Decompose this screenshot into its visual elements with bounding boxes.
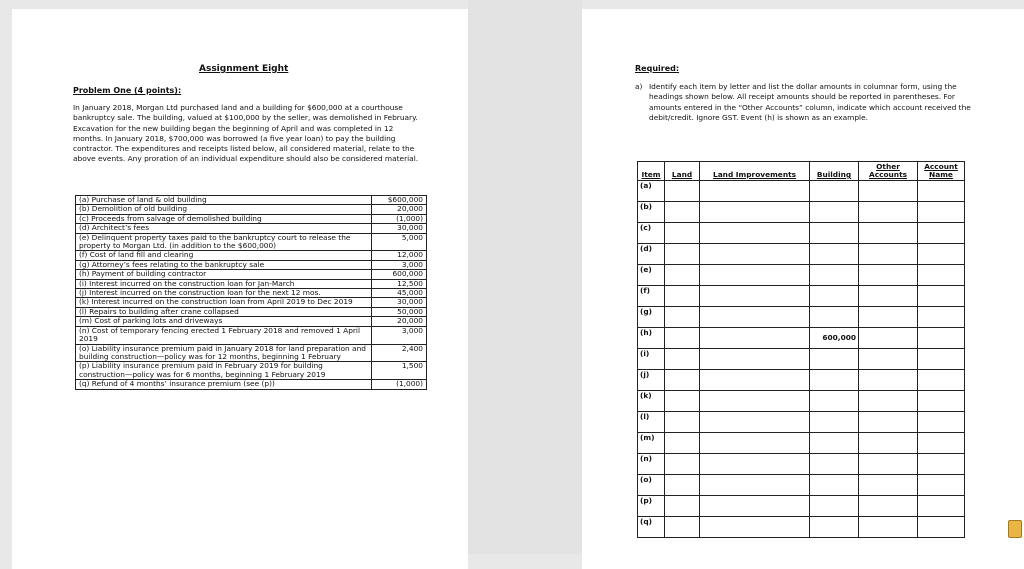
answer-item-letter: (i): [638, 349, 665, 370]
answer-cell[interactable]: [859, 475, 918, 496]
answer-row: [638, 349, 965, 370]
expense-description: (n) Cost of temporary fencing erected 1 February 2018 and removed 1 April 2019: [76, 326, 372, 344]
expense-description: (l) Repairs to building after crane collapsed: [76, 307, 372, 316]
answer-cell[interactable]: [700, 391, 810, 412]
answer-row: [638, 265, 965, 286]
answer-item-letter: (k): [638, 391, 665, 412]
answer-cell[interactable]: [700, 433, 810, 454]
answer-building-cell[interactable]: [810, 496, 859, 517]
answer-item-letter: (g): [638, 307, 665, 328]
expense-description: (m) Cost of parking lots and driveways: [76, 317, 372, 326]
answer-cell[interactable]: [859, 286, 918, 307]
answer-cell[interactable]: [859, 370, 918, 391]
answer-cell[interactable]: [859, 412, 918, 433]
answer-building-cell[interactable]: [810, 349, 859, 370]
answer-cell[interactable]: [918, 433, 965, 454]
header-other-accounts: Other Accounts: [859, 162, 918, 181]
expense-description: (o) Liability insurance premium paid in January 2018 for land preparation and building construction—policy was for 12 months, beginning 1 February: [76, 344, 372, 362]
header-building: Building: [810, 162, 859, 181]
assignment-title: Assignment Eight: [199, 64, 289, 74]
answer-item-letter: (f): [638, 286, 665, 307]
answer-cell[interactable]: [700, 181, 810, 202]
expense-row: [76, 326, 427, 344]
expense-amount: 50,000: [372, 307, 427, 316]
expense-amount: 3,000: [372, 326, 427, 344]
answer-cell[interactable]: [918, 391, 965, 412]
answer-cell[interactable]: [700, 307, 810, 328]
left-page: [12, 9, 468, 569]
answer-cell[interactable]: [665, 223, 700, 244]
answer-building-cell[interactable]: 600,000: [810, 328, 859, 349]
expense-amount: 12,000: [372, 251, 427, 260]
expense-row: [76, 224, 427, 233]
answer-item-letter: (d): [638, 244, 665, 265]
answer-building-cell[interactable]: [810, 370, 859, 391]
expense-row: [76, 344, 427, 362]
answer-cell[interactable]: [859, 265, 918, 286]
expense-description: (p) Liability insurance premium paid in February 2019 for building construction—policy was for 6 months, beginning 1 February 2019: [76, 362, 372, 380]
answer-table: [637, 161, 965, 538]
answer-cell[interactable]: [700, 265, 810, 286]
expense-amount: (1,000): [372, 380, 427, 389]
answer-cell[interactable]: [918, 202, 965, 223]
expense-amount: 5,000: [372, 233, 427, 251]
answer-item-letter: (o): [638, 475, 665, 496]
expense-amount: 600,000: [372, 270, 427, 279]
answer-cell[interactable]: [665, 454, 700, 475]
answer-cell[interactable]: [700, 412, 810, 433]
answer-item-letter: (n): [638, 454, 665, 475]
expense-description: (h) Payment of building contractor: [76, 270, 372, 279]
answer-cell[interactable]: [918, 244, 965, 265]
answer-row: [638, 244, 965, 265]
answer-building-cell[interactable]: [810, 391, 859, 412]
answer-cell[interactable]: [918, 475, 965, 496]
expense-amount: (1,000): [372, 214, 427, 223]
answer-cell[interactable]: [859, 517, 918, 538]
expense-description: (k) Interest incurred on the construction loan from April 2019 to Dec 2019: [76, 298, 372, 307]
answer-cell[interactable]: [918, 223, 965, 244]
answer-cell[interactable]: [859, 181, 918, 202]
answer-cell[interactable]: [700, 475, 810, 496]
answer-cell[interactable]: [665, 244, 700, 265]
clipboard-icon[interactable]: [1008, 520, 1022, 538]
answer-row: [638, 475, 965, 496]
answer-cell[interactable]: [700, 370, 810, 391]
header-land-improvements: Land Improvements: [700, 162, 810, 181]
answer-cell[interactable]: [859, 454, 918, 475]
header-land: Land: [665, 162, 700, 181]
answer-cell[interactable]: [665, 328, 700, 349]
expense-row: [76, 233, 427, 251]
answer-row: [638, 454, 965, 475]
answer-cell[interactable]: [665, 370, 700, 391]
expense-row: [76, 317, 427, 326]
answer-cell[interactable]: [665, 517, 700, 538]
answer-cell[interactable]: [918, 412, 965, 433]
answer-cell[interactable]: [918, 454, 965, 475]
answer-item-letter: (p): [638, 496, 665, 517]
answer-cell[interactable]: [918, 496, 965, 517]
answer-row: [638, 517, 965, 538]
answer-cell[interactable]: [665, 496, 700, 517]
answer-building-cell[interactable]: [810, 307, 859, 328]
answer-building-cell[interactable]: [810, 223, 859, 244]
answer-cell[interactable]: [665, 286, 700, 307]
answer-cell[interactable]: [665, 475, 700, 496]
answer-cell[interactable]: [700, 349, 810, 370]
expense-amount: 12,500: [372, 279, 427, 288]
answer-row: [638, 328, 965, 349]
answer-building-cell[interactable]: [810, 265, 859, 286]
answer-cell[interactable]: [859, 391, 918, 412]
answer-cell[interactable]: [859, 433, 918, 454]
answer-item-letter: (q): [638, 517, 665, 538]
answer-cell[interactable]: [859, 496, 918, 517]
expense-amount: 20,000: [372, 205, 427, 214]
answer-building-cell[interactable]: [810, 244, 859, 265]
expense-row: [76, 362, 427, 380]
answer-cell[interactable]: [918, 349, 965, 370]
expense-amount: $600,000: [372, 196, 427, 205]
answer-row: [638, 181, 965, 202]
instruction-text: Identify each item by letter and list the dollar amounts in columnar form, using the headings shown below. All receipt amounts should be reported in parentheses. For amounts entered in the “Other Accounts” column, indicate which account received the debit/credit. Ignore GST. Event (h) is shown as an example.: [649, 82, 971, 122]
answer-cell[interactable]: [859, 307, 918, 328]
answer-row: [638, 433, 965, 454]
answer-building-cell[interactable]: [810, 454, 859, 475]
answer-building-cell[interactable]: [810, 202, 859, 223]
required-heading: Required:: [635, 64, 680, 73]
answer-cell[interactable]: [859, 244, 918, 265]
answer-cell[interactable]: [918, 517, 965, 538]
answer-row: [638, 412, 965, 433]
answer-cell[interactable]: [918, 265, 965, 286]
answer-building-cell[interactable]: [810, 286, 859, 307]
answer-item-letter: (b): [638, 202, 665, 223]
expense-row: [76, 380, 427, 389]
answer-cell[interactable]: [918, 286, 965, 307]
expense-description: (f) Cost of land fill and clearing: [76, 251, 372, 260]
expense-row: [76, 270, 427, 279]
answer-cell[interactable]: [918, 181, 965, 202]
expense-amount: 30,000: [372, 298, 427, 307]
expense-description: (i) Interest incurred on the construction loan for Jan-March: [76, 279, 372, 288]
answer-row: [638, 202, 965, 223]
expense-description: (a) Purchase of land & old building: [76, 196, 372, 205]
instruction-prefix: a): [635, 82, 643, 91]
answer-cell[interactable]: [700, 517, 810, 538]
answer-building-cell[interactable]: [810, 475, 859, 496]
answer-item-letter: (a): [638, 181, 665, 202]
header-account-name: Account Name: [918, 162, 965, 181]
answer-item-letter: (e): [638, 265, 665, 286]
answer-building-cell[interactable]: [810, 412, 859, 433]
answer-item-letter: (h): [638, 328, 665, 349]
answer-building-cell[interactable]: [810, 181, 859, 202]
answer-cell[interactable]: [700, 496, 810, 517]
answer-cell[interactable]: [700, 328, 810, 349]
expense-table: [75, 195, 427, 390]
answer-cell[interactable]: [700, 286, 810, 307]
expense-amount: 1,500: [372, 362, 427, 380]
header-item: Item: [638, 162, 665, 181]
page-gap: [468, 0, 582, 554]
answer-item-letter: (m): [638, 433, 665, 454]
expense-description: (j) Interest incurred on the construction loan for the next 12 mos.: [76, 289, 372, 298]
expense-description: (d) Architect’s fees: [76, 224, 372, 233]
answer-cell[interactable]: [918, 370, 965, 391]
expense-amount: 2,400: [372, 344, 427, 362]
answer-cell[interactable]: [700, 454, 810, 475]
expense-description: (q) Refund of 4 months’ insurance premium (see (p)): [76, 380, 372, 389]
answer-cell[interactable]: [918, 307, 965, 328]
expense-amount: 45,000: [372, 289, 427, 298]
answer-cell[interactable]: [700, 223, 810, 244]
expense-amount: 30,000: [372, 224, 427, 233]
expense-description: (b) Demolition of old building: [76, 205, 372, 214]
answer-cell[interactable]: [665, 202, 700, 223]
answer-cell[interactable]: [665, 265, 700, 286]
answer-item-letter: (j): [638, 370, 665, 391]
answer-cell[interactable]: [859, 328, 918, 349]
problem-heading: Problem One (4 points):: [73, 86, 182, 95]
answer-item-letter: (l): [638, 412, 665, 433]
answer-row: [638, 223, 965, 244]
answer-cell[interactable]: [859, 223, 918, 244]
answer-item-letter: (c): [638, 223, 665, 244]
right-page: [582, 9, 1024, 569]
expense-description: (c) Proceeds from salvage of demolished building: [76, 214, 372, 223]
answer-cell[interactable]: [665, 412, 700, 433]
answer-row: [638, 286, 965, 307]
answer-cell[interactable]: [859, 202, 918, 223]
answer-cell[interactable]: [859, 349, 918, 370]
answer-cell[interactable]: [700, 244, 810, 265]
answer-row: [638, 496, 965, 517]
answer-row: [638, 307, 965, 328]
expense-amount: 20,000: [372, 317, 427, 326]
answer-cell[interactable]: [918, 328, 965, 349]
expense-row: [76, 205, 427, 214]
answer-cell[interactable]: [700, 202, 810, 223]
answer-cell[interactable]: [665, 391, 700, 412]
expense-row: [76, 298, 427, 307]
answer-cell[interactable]: [665, 181, 700, 202]
answer-building-cell[interactable]: [810, 433, 859, 454]
expense-description: (g) Attorney’s fees relating to the bankruptcy sale: [76, 260, 372, 269]
answer-cell[interactable]: [665, 307, 700, 328]
problem-text: In January 2018, Morgan Ltd purchased land and a building for $600,000 at a courthouse bankruptcy sale. The building, valued at $100,000 by the seller, was demolished in February. Excavation for the new building began the beginning of April and was completed in 12 months. In January 2018, $700,000 was borrowed (a five year loan) to pay the building contractor. The expenditures and receipts listed below, all considered material, relate to the above events. Any proration of an individual expenditure should also be considered material.: [73, 103, 419, 164]
answer-row: [638, 391, 965, 412]
answer-cell[interactable]: [665, 349, 700, 370]
answer-building-cell[interactable]: [810, 517, 859, 538]
answer-row: [638, 370, 965, 391]
expense-row: [76, 251, 427, 260]
answer-cell[interactable]: [665, 433, 700, 454]
expense-amount: 3,000: [372, 260, 427, 269]
expense-description: (e) Delinquent property taxes paid to the bankruptcy court to release the property to Morgan Ltd. (in addition to the $600,000): [76, 233, 372, 251]
